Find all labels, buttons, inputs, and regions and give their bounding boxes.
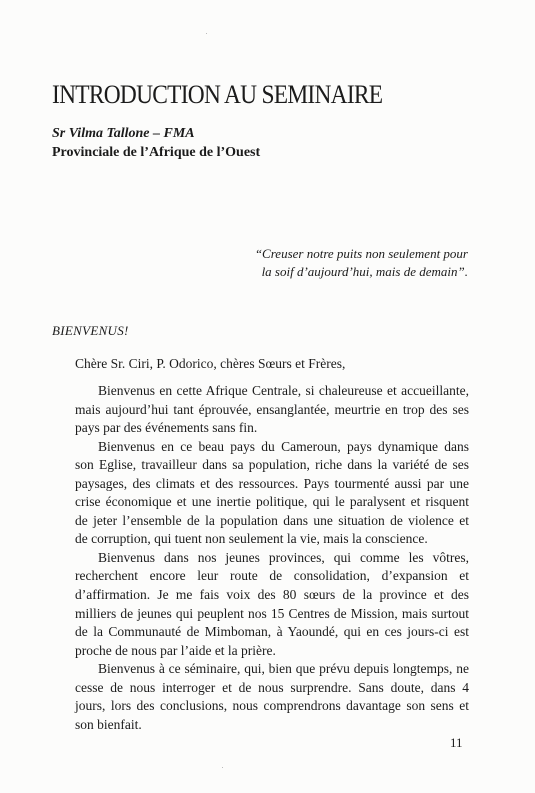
text-line: pays par des événements sans fin.	[75, 420, 258, 436]
text-line: cesse de nous interroger et de nous surprendre. Sans doute, dans 4	[75, 679, 469, 695]
author-affiliation: Provinciale de l’Afrique de l’Ouest	[52, 145, 261, 160]
text-line: milliers de jeunes qui peuplent nos 15 Centres de Mission, mais surtout	[75, 605, 469, 621]
text-line: de corruption, qui tuent non seulement la vie, mais la conscience.	[75, 531, 428, 547]
text-line: de la Communauté de Mimboman, à Yaoundé, qui en ces jours-ci est	[75, 624, 469, 640]
text-line: d’affirmation. Je me fais voix des 80 sœurs de la province et des	[75, 587, 469, 603]
scan-speck	[222, 767, 223, 768]
text-line: recherchent encore leur route de consolidation, d’expansion et	[75, 568, 469, 584]
text-line: Bienvenus en cette Afrique Centrale, si chaleureuse et accueillante,	[98, 383, 469, 398]
text-line: Bienvenus à ce séminaire, qui, bien que prévu depuis longtemps, ne	[98, 661, 469, 677]
paragraph	[52, 549, 469, 660]
text-line: de jeter l’ensemble de la population dans une situation de violence et	[75, 512, 469, 528]
author-name: Sr Vilma Tallone – FMA	[52, 126, 195, 141]
salutation: Chère Sr. Ciri, P. Odorico, chères Sœurs et Frères,	[75, 356, 346, 371]
body-text	[52, 382, 469, 734]
text-line: crise économique et une inertie politique, qui le paralysent et risquent	[75, 494, 469, 510]
text-line: proche de nous par l’aide et la prière.	[75, 642, 276, 658]
page-title: INTRODUCTION AU SEMINAIRE	[52, 80, 383, 109]
epigraph-line: “Creuser notre puits non seulement pour	[254, 246, 468, 261]
paragraph	[52, 660, 469, 734]
text-line: jours, lors des conclusions, nous comprendrons davantage son sens et	[75, 698, 469, 714]
text-line: Bienvenus dans nos jeunes provinces, qui comme les vôtres,	[98, 549, 469, 565]
page-number: 11	[450, 735, 463, 750]
paragraph	[52, 438, 469, 549]
epigraph-quote	[255, 245, 468, 281]
paragraph	[52, 382, 469, 438]
text-line: Bienvenus en ce beau pays du Cameroun, pays dynamique dans	[98, 438, 469, 454]
scan-speck	[206, 33, 207, 34]
text-line: paysages, des climats et des ressources. Pays tourmenté aussi par une	[75, 475, 469, 491]
text-line: mais aujourd’hui tant éprouvée, ensanglantée, meurtrie en trop des ses	[75, 401, 469, 417]
section-heading: BIENVENUS!	[52, 323, 129, 338]
text-line: son Eglise, travailleur dans sa population, riche dans la variété de ses	[75, 457, 469, 473]
epigraph-line: la soif d’aujourd’hui, mais de demain”.	[261, 264, 468, 279]
text-line: son bienfait.	[75, 716, 142, 732]
